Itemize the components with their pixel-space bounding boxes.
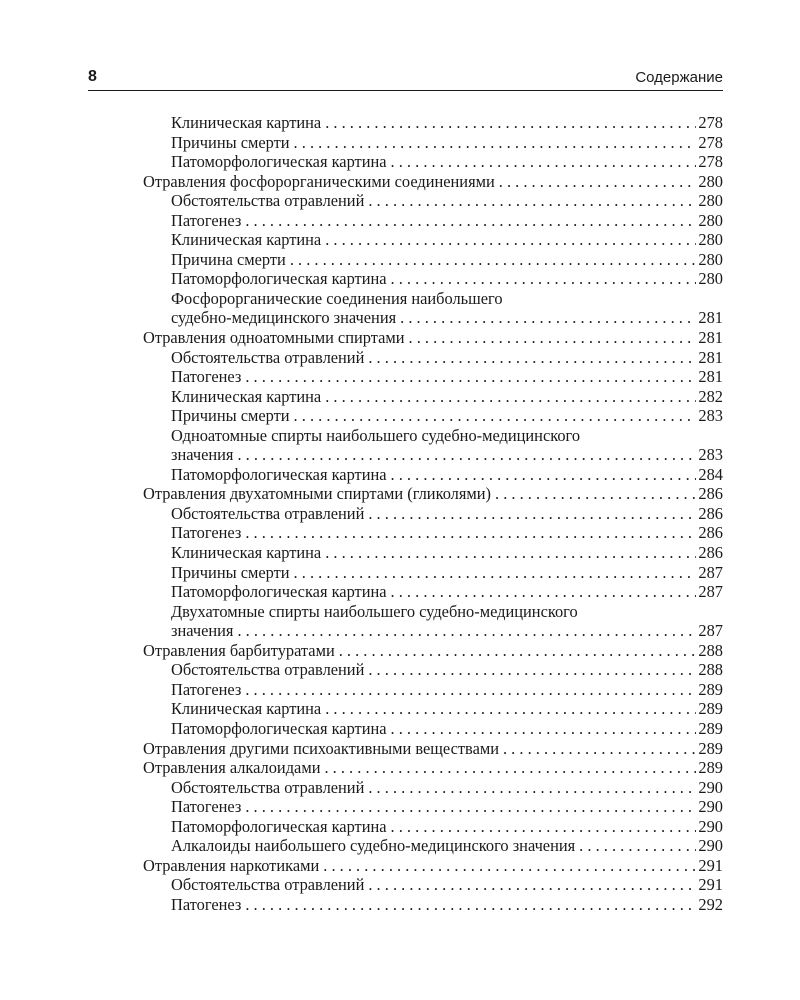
toc-entry-title: Алкалоиды наибольшего судебно-медицинского значения: [171, 836, 576, 856]
dot-leader: [323, 856, 696, 876]
toc-entry[interactable]: [143, 172, 723, 192]
dot-leader: [391, 269, 697, 289]
toc-entry-page-number: 291: [698, 875, 723, 895]
toc-entry-page-number: 286: [698, 523, 723, 543]
dot-leader: [339, 641, 697, 661]
toc-entry-page-number: 287: [698, 621, 723, 641]
dot-leader: [495, 484, 696, 504]
toc-entry[interactable]: [143, 895, 723, 915]
toc-entry[interactable]: [143, 387, 723, 407]
dot-leader: [294, 563, 697, 583]
toc-entry[interactable]: [143, 739, 723, 759]
toc-entry-page-number: 286: [698, 503, 723, 523]
toc-entry-title: Причины смерти: [171, 562, 290, 582]
dot-leader: [325, 230, 696, 250]
toc-entry[interactable]: [143, 211, 723, 231]
toc-entry-title: судебно-медицинского значения: [171, 308, 397, 328]
toc-entry-page-number: 281: [698, 308, 723, 328]
toc-entry-title: Отравления другими психоактивными веществами: [143, 738, 499, 758]
dot-leader: [400, 308, 696, 328]
toc-entry[interactable]: [143, 152, 723, 172]
toc-entry-page-number: 278: [698, 113, 723, 132]
toc-entry[interactable]: [143, 758, 723, 778]
toc-entry-page-number: 288: [698, 660, 723, 680]
toc-entry-title: Обстоятельства отравлений: [171, 503, 365, 523]
table-of-contents: [143, 113, 723, 914]
toc-entry-page-number: 289: [698, 718, 723, 738]
toc-entry-title: Патоморфологическая картина: [171, 816, 387, 836]
toc-entry[interactable]: [143, 328, 723, 348]
toc-entry-text-first-line: Одноатомные спирты наибольшего судебно-медицинского: [171, 425, 581, 445]
toc-entry-title: Клиническая картина: [171, 230, 322, 250]
toc-entry[interactable]: [143, 484, 723, 504]
dot-leader: [245, 797, 696, 817]
toc-entry-page-number: 280: [698, 230, 723, 250]
toc-entry[interactable]: [143, 406, 723, 426]
toc-entry[interactable]: [143, 699, 723, 719]
toc-entry[interactable]: [143, 269, 723, 289]
page-number: 8: [88, 68, 97, 85]
dot-leader: [237, 445, 696, 465]
dot-leader: [409, 328, 697, 348]
dot-leader: [368, 348, 696, 368]
toc-entry[interactable]: [143, 621, 723, 641]
toc-entry-page-number: 287: [698, 582, 723, 602]
toc-entry-title: значения: [171, 445, 234, 465]
toc-entry-page-number: 289: [698, 738, 723, 758]
toc-entry-page-number: 281: [698, 367, 723, 387]
dot-leader: [391, 582, 697, 602]
toc-entry-page-number: 280: [698, 191, 723, 211]
toc-entry[interactable]: [143, 133, 723, 153]
toc-entry-title: Патогенез: [171, 797, 242, 817]
toc-entry[interactable]: [143, 582, 723, 602]
dot-leader: [245, 895, 696, 915]
toc-entry-title: Клиническая картина: [171, 386, 322, 406]
toc-entry-title: Патоморфологическая картина: [171, 152, 387, 172]
dot-leader: [324, 758, 696, 778]
toc-entry-title: значения: [171, 621, 234, 641]
toc-entry-page-number: 289: [698, 758, 723, 778]
toc-entry-page-number: 290: [698, 816, 723, 836]
toc-entry[interactable]: [143, 191, 723, 211]
toc-entry-title: Обстоятельства отравлений: [171, 347, 365, 367]
toc-entry-title: Патогенез: [171, 210, 242, 230]
dot-leader: [579, 836, 696, 856]
page-header: [88, 66, 723, 91]
toc-entry[interactable]: [143, 778, 723, 798]
dot-leader: [245, 211, 696, 231]
toc-entry-title: Причины смерти: [171, 406, 290, 426]
dot-leader: [368, 504, 696, 524]
toc-entry[interactable]: [143, 523, 723, 543]
toc-entry-title: Обстоятельства отравлений: [171, 875, 365, 895]
toc-entry-page-number: 280: [698, 269, 723, 289]
toc-entry-title: Патогенез: [171, 679, 242, 699]
toc-entry[interactable]: [143, 348, 723, 368]
dot-leader: [391, 719, 697, 739]
toc-entry-page-number: 290: [698, 777, 723, 797]
toc-entry-title: Патогенез: [171, 894, 242, 914]
dot-leader: [294, 133, 697, 153]
toc-entry-page-number: 291: [698, 855, 723, 875]
toc-entry[interactable]: [143, 367, 723, 387]
dot-leader: [499, 172, 697, 192]
toc-entry-title: Клиническая картина: [171, 699, 322, 719]
toc-entry-title: Отравления двухатомными спиртами (гликолями): [143, 484, 492, 504]
toc-entry-title: Причина смерти: [171, 249, 286, 269]
toc-entry[interactable]: [143, 856, 723, 876]
toc-entry-page-number: 292: [698, 894, 723, 914]
toc-entry-title: Патоморфологическая картина: [171, 269, 387, 289]
toc-entry[interactable]: [143, 817, 723, 837]
toc-entry-title: Причины смерти: [171, 132, 290, 152]
toc-entry-title: Обстоятельства отравлений: [171, 777, 365, 797]
toc-entry-title: Отравления одноатомными спиртами: [143, 328, 405, 348]
toc-entry-title: Отравления наркотиками: [143, 855, 320, 875]
dot-leader: [368, 191, 696, 211]
toc-entry-page-number: 289: [698, 679, 723, 699]
dot-leader: [503, 739, 696, 759]
toc-entry[interactable]: [143, 543, 723, 563]
dot-leader: [391, 817, 697, 837]
toc-entry[interactable]: [143, 563, 723, 583]
toc-entry-page-number: 289: [698, 699, 723, 719]
toc-entry[interactable]: [143, 445, 723, 465]
toc-entry-page-number: 280: [698, 249, 723, 269]
dot-leader: [245, 523, 696, 543]
dot-leader: [245, 367, 696, 387]
toc-entry[interactable]: [143, 641, 723, 661]
toc-entry[interactable]: [143, 836, 723, 856]
dot-leader: [391, 152, 697, 172]
dot-leader: [325, 113, 696, 133]
toc-entry[interactable]: [143, 113, 723, 133]
dot-leader: [237, 621, 696, 641]
dot-leader: [368, 660, 696, 680]
toc-entry-page-number: 281: [698, 347, 723, 367]
dot-leader: [294, 406, 697, 426]
dot-leader: [325, 387, 696, 407]
toc-entry[interactable]: [143, 797, 723, 817]
toc-entry[interactable]: [143, 680, 723, 700]
toc-entry[interactable]: [143, 250, 723, 270]
toc-entry-title: Клиническая картина: [171, 543, 322, 563]
toc-entry-text-first-line: Двухатомные спирты наибольшего судебно-медицинского: [171, 601, 578, 621]
toc-entry[interactable]: [143, 308, 723, 328]
toc-entry-page-number: 282: [698, 386, 723, 406]
toc-entry-title: Патогенез: [171, 523, 242, 543]
toc-entry-title: Отравления алкалоидами: [143, 758, 321, 778]
toc-entry-page-number: 290: [698, 797, 723, 817]
toc-entry-page-number: 284: [698, 464, 723, 484]
dot-leader: [368, 875, 696, 895]
toc-entry-page-number: 287: [698, 562, 723, 582]
dot-leader: [391, 465, 697, 485]
toc-entry-page-number: 290: [698, 836, 723, 856]
toc-entry[interactable]: [143, 230, 723, 250]
toc-entry-page-number: 278: [698, 132, 723, 152]
toc-entry-page-number: 288: [698, 640, 723, 660]
toc-entry-title: Обстоятельства отравлений: [171, 660, 365, 680]
toc-entry-page-number: 283: [698, 445, 723, 465]
toc-entry-page-number: 278: [698, 152, 723, 172]
toc-entry[interactable]: [143, 465, 723, 485]
running-title: Содержание: [635, 69, 723, 86]
toc-entry-title: Клиническая картина: [171, 113, 322, 132]
toc-entry[interactable]: [143, 719, 723, 739]
toc-entry-page-number: 286: [698, 484, 723, 504]
toc-entry-page-number: 281: [698, 328, 723, 348]
dot-leader: [325, 543, 696, 563]
toc-entry-page-number: 280: [698, 210, 723, 230]
toc-entry-title: Отравления барбитуратами: [143, 640, 335, 660]
toc-entry-title: Патогенез: [171, 367, 242, 387]
toc-entry[interactable]: [143, 660, 723, 680]
dot-leader: [368, 778, 696, 798]
toc-entry-title: Патоморфологическая картина: [171, 464, 387, 484]
dot-leader: [245, 680, 696, 700]
toc-entry[interactable]: [143, 504, 723, 524]
toc-entry-title: Патоморфологическая картина: [171, 582, 387, 602]
toc-entry-title: Отравления фосфорорганическими соединениями: [143, 171, 495, 191]
toc-entry[interactable]: [143, 875, 723, 895]
toc-entry-title: Обстоятельства отравлений: [171, 191, 365, 211]
toc-entry-page-number: 280: [698, 171, 723, 191]
toc-entry-text-first-line: Фосфорорганические соединения наибольшего: [171, 288, 503, 308]
toc-entry-title: Патоморфологическая картина: [171, 718, 387, 738]
dot-leader: [325, 699, 696, 719]
toc-entry-page-number: 286: [698, 543, 723, 563]
toc-entry-page-number: 283: [698, 406, 723, 426]
dot-leader: [290, 250, 697, 270]
